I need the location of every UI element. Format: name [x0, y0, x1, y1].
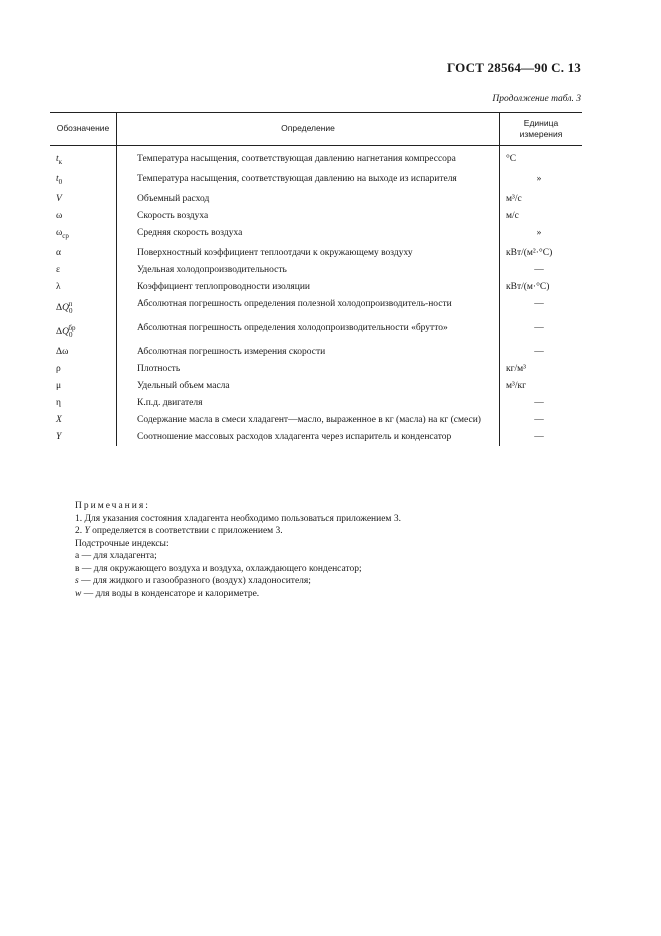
unit-cell: — — [500, 412, 583, 429]
symbol-cell: $t_0$ — [56, 173, 63, 186]
unit-cell: — — [500, 320, 583, 344]
unit-cell: м³/кг — [500, 378, 583, 395]
table-row — [50, 395, 582, 412]
definition-cell: К.п.д. двигателя — [117, 395, 500, 412]
unit-cell: м³/с — [500, 191, 583, 208]
symbol-cell: ω — [56, 210, 63, 221]
symbols-table — [50, 112, 582, 446]
table-row — [50, 378, 582, 395]
symbol-cell: ρ — [56, 363, 61, 374]
definition-cell: Содержание масла в смеси хладагент—масло, выраженное в кг (масла) на кг (смеси) — [117, 412, 500, 429]
symbol-cell: Δω — [56, 346, 69, 357]
subscript-v: в — для окружающего воздуха и воздуха, охлаждающего конденсатор; — [75, 563, 362, 574]
table-row — [50, 208, 582, 225]
unit-cell: кВт/(м²·°С) — [500, 245, 583, 262]
unit-cell: » — [500, 225, 583, 245]
notes-section — [75, 500, 555, 600]
table-row — [50, 191, 582, 208]
definition-cell: Удельный объем масла — [117, 378, 500, 395]
symbol-cell: α — [56, 247, 61, 258]
note-item-1: 1. Для указания состояния хладагента необходимо пользоваться приложением 3. — [75, 513, 401, 524]
table-header-row — [50, 113, 582, 146]
definition-cell: Температура насыщения, соответствующая давлению нагнетания компрессора — [117, 146, 500, 172]
table-row — [50, 412, 582, 429]
definition-cell: Объемный расход — [117, 191, 500, 208]
definition-cell: Абсолютная погрешность измерения скорости — [117, 344, 500, 361]
symbol-cell: V — [56, 193, 62, 204]
symbol-cell: $\omega_{ср}$ — [56, 227, 69, 240]
table-row — [50, 245, 582, 262]
definition-cell: Удельная холодопроизводительность — [117, 262, 500, 279]
table-row — [50, 171, 582, 191]
table-row — [50, 361, 582, 378]
table-continuation-label: Продолжение табл. 3 — [492, 94, 581, 104]
definition-cell: Абсолютная погрешность определения полезной холодопроизводитель-ности — [117, 296, 500, 320]
note-item-2 — [75, 525, 555, 538]
subscript-s-letter: s — [75, 576, 79, 586]
note-item-2-number: 2. — [75, 526, 85, 536]
unit-cell: кВт/(м·°С) — [500, 279, 583, 296]
symbol-cell: $t_к$ — [56, 154, 63, 166]
definition-cell: Температура насыщения, соответствующая давлению на выходе из испарителя — [117, 171, 500, 191]
unit-cell: — — [500, 429, 583, 446]
symbol-cell: η — [56, 397, 61, 408]
note-item-2-symbol: Y — [84, 526, 90, 536]
subscript-s — [75, 575, 555, 588]
column-header-definition: Определение — [117, 113, 500, 146]
definition-cell: Соотношение массовых расходов хладагента через испаритель и конденсатор — [117, 429, 500, 446]
unit-cell: м/с — [500, 208, 583, 225]
symbol-cell: X — [56, 414, 62, 425]
subscript-w-text: — для воды в конденсаторе и калориметре. — [81, 588, 260, 599]
table-row — [50, 262, 582, 279]
symbol-cell: Y — [56, 431, 62, 442]
unit-cell: — — [500, 296, 583, 320]
subscripts-title: Подстрочные индексы: — [75, 538, 169, 549]
symbol-cell: μ — [56, 380, 62, 391]
subscript-w — [75, 588, 555, 601]
unit-cell: » — [500, 171, 583, 191]
symbol-cell: $\Delta Q_0^{бр}$ — [56, 323, 76, 339]
definition-cell: Средняя скорость воздуха — [117, 225, 500, 245]
unit-cell: — — [500, 395, 583, 412]
unit-cell: — — [500, 344, 583, 361]
column-header-symbol: Обозначение — [50, 113, 117, 146]
table-row — [50, 146, 582, 172]
subscript-s-text: — для жидкого и газообразного (воздух) хладоносителя; — [78, 576, 311, 586]
unit-cell: кг/м³ — [500, 361, 583, 378]
note-item-2-text: определяется в соответствии с приложением 3. — [89, 526, 283, 536]
table-row — [50, 344, 582, 361]
table-row — [50, 279, 582, 296]
symbol-cell: $\Delta Q_0^п$ — [56, 299, 73, 315]
symbol-cell: λ — [56, 281, 61, 292]
notes-title: Примечания: — [75, 501, 150, 511]
table-row — [50, 429, 582, 446]
column-header-unit: Единица измерения — [500, 113, 583, 146]
definition-cell: Коэффициент теплопроводности изоляции — [117, 279, 500, 296]
definition-cell: Поверхностный коэффициент теплоотдачи к окружающему воздуху — [117, 245, 500, 262]
subscript-a: а — для хладагента; — [75, 551, 157, 561]
unit-cell: — — [500, 262, 583, 279]
table-row — [50, 225, 582, 245]
definition-cell: Скорость воздуха — [117, 208, 500, 225]
unit-cell: °С — [500, 146, 583, 172]
table-row — [50, 320, 582, 344]
document-header: ГОСТ 28564—90 С. 13 — [447, 60, 581, 75]
definition-cell: Плотность — [117, 361, 500, 378]
table-row — [50, 296, 582, 320]
symbol-cell: ε — [56, 264, 60, 275]
definition-cell: Абсолютная погрешность определения холодопроизводительности «брутто» — [117, 320, 500, 344]
subscript-w-letter: w — [75, 588, 82, 599]
